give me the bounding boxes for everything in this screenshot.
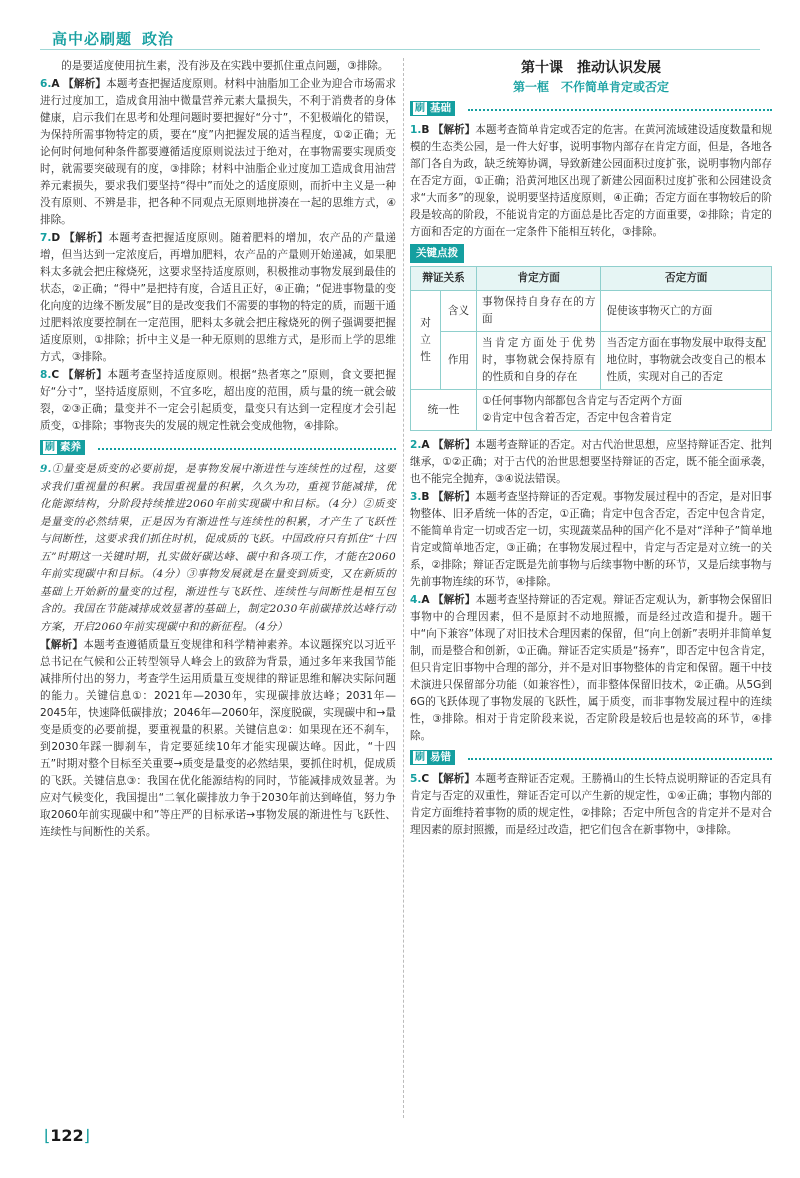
question-number: 3. — [410, 491, 422, 503]
question-number: 6. — [40, 78, 52, 90]
answer-letter: A — [421, 439, 430, 451]
unity-label: 统一性 — [411, 390, 477, 431]
analysis-text: 本题考查坚持辩证的否定观。事物发展过程中的否定，是对旧事物整体、旧矛盾统一体的否定，①正确；肯定中包含否定，否定中包含肯定，不能简单肯定一切或否定一切，实现蔬菜品种的国产化不是对“洋种子”简单地肯定或简单地否定，③正确；在事物发展过程中，肯定与否定是对立统一的关系，②排除；辩证否定既是先前事物与后续事物中断的环节，又是后续事物与先前事物连续的环节，④排除。 — [410, 491, 773, 588]
header-relation: 辩证关系 — [411, 267, 477, 291]
analysis-text: 本题考查坚持辩证的否定观。辩证否定观认为，新事物会保留旧事物中的合理因素，但不是原封不动地照搬，而是经过改造和提升。题干中“向下兼容”体现了对旧技术合理因素的保留，但“向上创新”表明并非简单复制，而是整合和创新，①正确。辩证否定实质是“扬弃”，即否定中包含肯定，但只肯定旧事物中合理的部分，并不是对旧事物整体的肯定和保留。题干中技术演进只保留部分功能（如兼容性），而非整体保留旧技术，②正确。从5G到6G的飞跃体现了事物发展的飞跃性，属于质变，而非事物发展过程中的连续性，③排除。相对于肯定阶段来说，否定阶段是较后也是较高的环节，④排除。 — [410, 594, 773, 742]
cell-meaning-negative: 促使该事物灭亡的方面 — [601, 291, 772, 332]
key-point-table — [410, 266, 772, 431]
page-number-value: 122 — [50, 1126, 84, 1145]
question-number: 5. — [410, 773, 422, 785]
book-title: 高中必刷题 — [52, 30, 133, 48]
analysis-text: 本题考查辩证的否定。对古代治世思想，应坚持辩证否定、批判继承，①②正确；对于古代的治世思想要坚持辩证的否定，既不能全面承袭，也不能完全抛弃，③④说法错误。 — [410, 439, 773, 485]
subject-label: 政治 — [142, 30, 175, 48]
analysis-tag: 【解析】 — [64, 232, 109, 244]
analysis-text: 本题考查遵循质量互变规律和科学精神素养。本议题探究以习近平总书记在气候和公正转型领导人峰会上的致辞为背景，通过多年来我国节能减排所付出的努力，考查学生运用质量互变规律的辩证思维和解决实际问题的能力。关键信息①：2021年—2030年，实现碳排放达峰；2031年—2045年，快速降低碳排放；2046年—2060年，深度脱碳，实现碳中和→量变是质变的必要前提，要重视量的积累。关键信息②：如果现在还不刹车，到2030年踩一脚刹车，肯定要延续10年才能实现碳达峰。因此，“十四五”时期对整个目标至关重要→质变是量变的必然结果，要抓住时机，促成质的飞跃。关键信息③：我国在优化能源结构的同时，节能减排成效显著。为应对气候变化，我国提出“二氧化碳排放力争于2030年前达到峰值，努力争取2060年前实现碳中和”等庄严的目标承诺→事物发展的渐进性与飞跃性、连续性与间断性的关系。 — [40, 639, 397, 838]
header-positive: 肯定方面 — [477, 267, 601, 291]
section-dotted-rule — [98, 448, 396, 450]
row-label-meaning: 含义 — [441, 291, 477, 332]
key-point-box — [410, 244, 772, 431]
section-suyang — [40, 439, 396, 457]
question-6 — [40, 76, 396, 229]
analysis-tag: 【解析】 — [432, 773, 476, 785]
table-row — [411, 291, 772, 332]
cell-meaning-positive: 事物保持自身存在的方面 — [477, 291, 601, 332]
analysis-text: 本题考查坚持适度原则。根据“热者寒之”原则，食文要把握好“分寸”，坚持适度原则，不宜多吃，超出度的范围，质与量的统一就会破裂，②③正确；量变并不一定会引起质变，量变只有达到一定程度才会引起质变，①排除；事物丧失的发展的规定性就会变成他物，④排除。 — [40, 369, 396, 432]
cell-unity — [477, 390, 772, 431]
section-label: 易错 — [430, 751, 451, 763]
question-9-analysis — [40, 637, 396, 841]
unity-point-2: ②肯定中包含着否定，否定中包含着肯定 — [482, 412, 672, 424]
question-8 — [40, 367, 396, 435]
analysis-tag: 【解析】 — [40, 639, 84, 651]
section-badge — [410, 750, 455, 765]
question-4 — [410, 592, 772, 745]
question-3 — [410, 489, 772, 591]
question-number: 4. — [410, 594, 422, 606]
unity-point-1: ①任何事物内部都包含肯定与否定两个方面 — [482, 395, 683, 407]
answer-letter: D — [51, 232, 61, 244]
left-column — [40, 58, 396, 842]
table-row — [411, 332, 772, 390]
cell-role-negative: 当否定方面在事物发展中取得支配地位时，事物就会改变自己的根本性质，实现对自己的否定 — [601, 332, 772, 390]
page-header — [0, 0, 800, 50]
shua-icon: 刷 — [415, 752, 425, 763]
analysis-text: 本题考查辩证否定观。王勝禍山的生长特点说明辩证的否定具有肯定与否定的双重性，辩证否定可以产生新的规定性，①④正确；事物内部的肯定方面维持着事物的质的规定性，②排除；否定中所包含的肯定并不是对合理因素的原封照搬，而是经过改造，把它们包含在新事物中，③排除。 — [410, 773, 773, 836]
section-badge — [40, 440, 85, 455]
section-label: 素养 — [60, 441, 81, 453]
section-label: 基础 — [430, 102, 451, 114]
question-2 — [410, 437, 772, 488]
cell-role-positive: 当肯定方面处于优势时，事物就会保持原有的性质和自身的存在 — [477, 332, 601, 390]
brand — [52, 28, 174, 49]
section-badge — [410, 101, 455, 116]
analysis-tag: 【解析】 — [432, 491, 476, 503]
question-number: 1. — [410, 124, 422, 136]
answer-letter: C — [51, 369, 60, 381]
header-divider — [40, 49, 760, 50]
analysis-text: 本题考查把握适度原则。随着肥料的增加，农产品的产量递增，但当达到一定浓度后，再增加肥料，农产品的产量则开始递减，如果肥料太多就会把庄稼烧死，这要求坚持适度原则，积极推动事物发展到最佳的状态，②正确；“得中”是把持有度，合适且正好，④正确；“促进事物量的变化向度的边缘不断发展”目的是改变我们不需要的事物的特定的质，而题干通过肥料浓度要控制在一定范围，肥料太多就会把庄稼烧死的例子强调要把握适度原则，①排除；折中主义是一种无原则的思维方式，是形而上学的思维方式，③排除。 — [40, 232, 397, 363]
table-header-row — [411, 267, 772, 291]
shua-icon: 刷 — [415, 103, 425, 114]
analysis-text: 本题考查简单肯定或否定的危害。在黄河流域建设适度数量和规模的生态类公园，是一件大好事，说明事物内部存在肯定方面，但是，各地各部门各自为政，缺乏统筹协调，导致新建公园面积过度扩张，说明事物内部存在否定方面，①正确；沿黄河地区出现了新建公园面积过度扩张和公园建设贪求“大而多”的现象，说明要坚持适度原则，④正确；否定方面在事物较后的阶段是较高的阶段，不能说肯定的方面总是比否定的方面重要，②排除；肯定的方面和否定的方面在一定条件下能相互转化，③排除。 — [410, 124, 773, 238]
question-5 — [410, 771, 772, 839]
question-7 — [40, 230, 396, 366]
analysis-tag: 【解析】 — [63, 78, 107, 90]
continued-paragraph: 的是要适度使用抗生素，没有涉及在实践中要抓住重点问题，③排除。 — [61, 60, 389, 72]
answer-letter: B — [421, 124, 430, 136]
answer-letter: B — [421, 491, 430, 503]
answer-letter: C — [421, 773, 430, 785]
page-number: ⌊122⌋ — [44, 1126, 90, 1145]
question-1 — [410, 122, 772, 241]
shua-icon: 刷 — [45, 442, 55, 453]
opposition-label: 对立性 — [411, 291, 441, 390]
lesson-title: 第十课 推动认识发展 — [521, 60, 661, 76]
analysis-tag: 【解析】 — [432, 594, 476, 606]
section-dotted-rule — [468, 758, 772, 760]
section-dotted-rule — [468, 109, 772, 111]
handwritten-answer: ①量变是质变的必要前提，是事物发展中渐进性与连续性的过程，这要求我们重视量的积累。我国重视量的积累，久久为功，重视节能减排，优化能源结构，分阶段持续推进2060年前实现碳中和目标。（4分）②质变是量变的必然结果，正是因为有渐进性与连续性的积累，才产生了飞跃性与间断性，这要求我们抓住时机，促成质的飞跃。中国政府只有抓住“十四五”时期这一关键时期，扎实做好碳达峰、碳中和各项工作，才能在2060年前实现碳中和目标。（4分）③事物发展就是在量变到质变，又在新质的基础上开始新的量变的过程，渐进性与飞跃性、连续性与间断性是相互包含的。我国在节能减排成效显著的基础上，制定2030年前碳排放达峰行动方案，开启2060年前实现碳中和的新征程。（4分） — [40, 463, 396, 633]
column-divider — [403, 58, 404, 1118]
answer-letter: A — [51, 78, 60, 90]
answer-letter: A — [421, 594, 430, 606]
table-row — [411, 390, 772, 431]
analysis-tag: 【解析】 — [432, 439, 476, 451]
question-number: 8. — [40, 369, 52, 381]
analysis-tag: 【解析】 — [63, 369, 108, 381]
analysis-tag: 【解析】 — [432, 124, 476, 136]
question-number: 7. — [40, 232, 52, 244]
analysis-text: 本题考查把握适度原则。材料中油脂加工企业为迎合市场需求进行过度加工，造成食用油中微量营养元素大量损失，不利于消费者的身体健康，启示我们在思考和处理问题时要把握好“分寸”，不犯极端化的错误，为保持所需事物特定的质，要在“度”内把握发展的适当程度，①②正确；无论何时何地何种条件都要遵循适度原则说法过于绝对，在事物需要实现质变时，就需要突破现有的度，③排除；材料中油脂企业过度加工造成食用油营养元素损失，要求我们要坚持“得中”而处之的适度原则，而折中主义是一种没有原则、不辨是非，把各种不同观点无原则地拼凑在一起的思维方式，④排除。 — [40, 78, 397, 226]
section-jichu — [410, 100, 772, 118]
question-number: 2. — [410, 439, 422, 451]
row-label-role: 作用 — [441, 332, 477, 390]
section-yicuo — [410, 749, 772, 767]
question-number: 9. — [40, 463, 52, 475]
question-9-answer — [40, 461, 396, 636]
header-negative: 否定方面 — [601, 267, 772, 291]
right-column — [410, 58, 772, 840]
lesson-subtitle: 第一框 不作简单肯定或否定 — [512, 80, 669, 94]
key-point-title: 关键点拨 — [410, 244, 464, 263]
